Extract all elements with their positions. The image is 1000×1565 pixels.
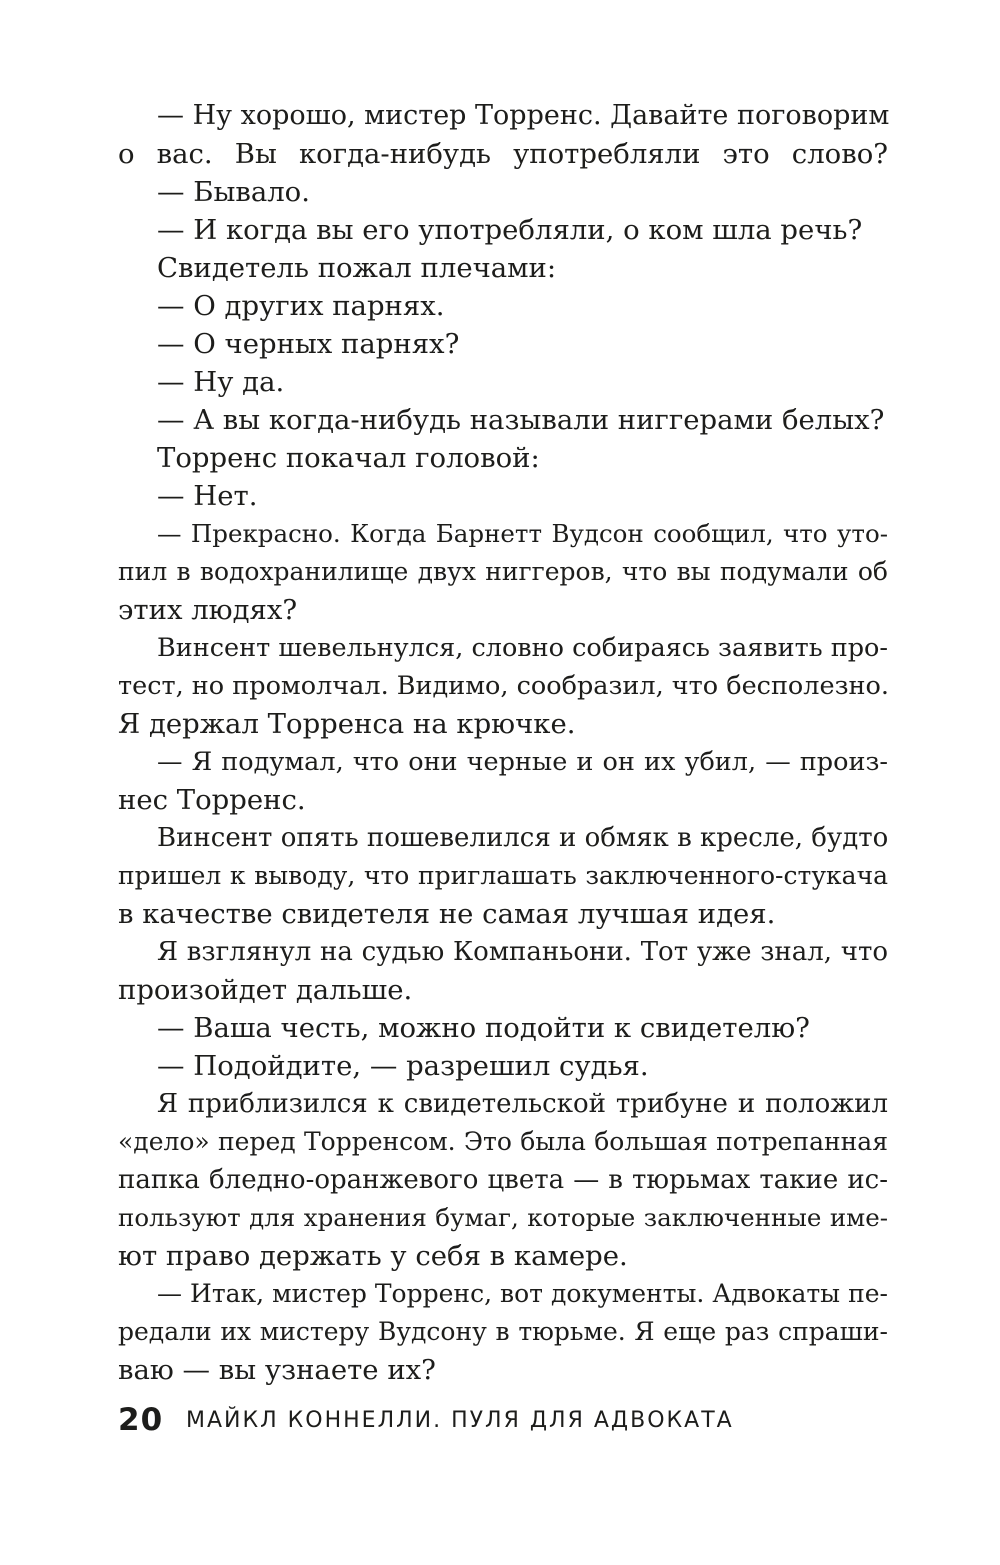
text-line: редали их мистеру Вудсону в тюрьме. Я еще раз спраши-	[118, 1317, 888, 1346]
text-line: — О других парнях.	[157, 290, 445, 322]
text-line: Свидетель пожал плечами:	[157, 252, 557, 284]
text-line: Я приблизился к свидетельской трибуне и положил	[157, 1089, 888, 1119]
text-line: в качестве свидетеля не самая лучшая идея.	[118, 898, 776, 930]
text-line: о вас. Вы когда-нибудь употребляли это слово?	[118, 138, 888, 170]
text-line: — Ну да.	[157, 366, 285, 398]
text-line: — О черных парнях?	[157, 328, 460, 360]
text-line: произойдет дальше.	[118, 974, 413, 1006]
text-line: «дело» перед Торренсом. Это была большая потрепанная	[118, 1127, 888, 1156]
text-line: — Ну хорошо, мистер Торренс. Давайте поговорим	[157, 100, 890, 131]
text-line: — Ваша честь, можно подойти к свидетелю?	[157, 1012, 810, 1044]
text-line: — Нет.	[157, 480, 258, 512]
text-line: — Подойдите, — разрешил судья.	[157, 1050, 649, 1082]
text-line: Винсент опять пошевелился и обмяк в кресле, будто	[157, 823, 889, 853]
text-line: Я держал Торренса на крючке.	[118, 708, 576, 740]
text-line: нес Торренс.	[118, 784, 306, 816]
text-line: — Прекрасно. Когда Барнетт Вудсон сообщил, что уто-	[157, 519, 888, 548]
page-number: 20	[118, 1402, 164, 1438]
running-title: МАЙКЛ КОННЕЛЛИ. ПУЛЯ ДЛЯ АДВОКАТА	[186, 1408, 734, 1433]
text-line: — Итак, мистер Торренс, вот документы. Адвокаты пе-	[157, 1279, 888, 1308]
text-line: — И когда вы его употребляли, о ком шла речь?	[157, 214, 863, 246]
text-line: ют право держать у себя в камере.	[118, 1240, 628, 1272]
text-line: тест, но промолчал. Видимо, сообразил, что бесполезно.	[118, 671, 889, 701]
text-line: пришел к выводу, что приглашать заключенного-стукача	[118, 861, 888, 890]
text-line: ваю — вы узнаете их?	[118, 1354, 436, 1386]
text-line: Винсент шевельнулся, словно собираясь заявить про-	[157, 633, 888, 663]
text-line: этих людях?	[118, 594, 298, 626]
text-line: пил в водохранилище двух ниггеров, что вы подумали об	[118, 557, 888, 586]
text-line: — А вы когда-нибудь называли ниггерами белых?	[157, 404, 885, 436]
text-line: папка бледно-оранжевого цвета — в тюрьмах такие ис-	[118, 1165, 888, 1195]
text-line: Торренс покачал головой:	[157, 442, 540, 474]
text-line: пользуют для хранения бумаг, которые заключенные име-	[118, 1203, 888, 1232]
text-line: Я взглянул на судью Компаньони. Тот уже знал, что	[157, 937, 888, 967]
text-line: — Бывало.	[157, 176, 310, 208]
text-line: — Я подумал, что они черные и он их убил, — произ-	[157, 747, 888, 777]
